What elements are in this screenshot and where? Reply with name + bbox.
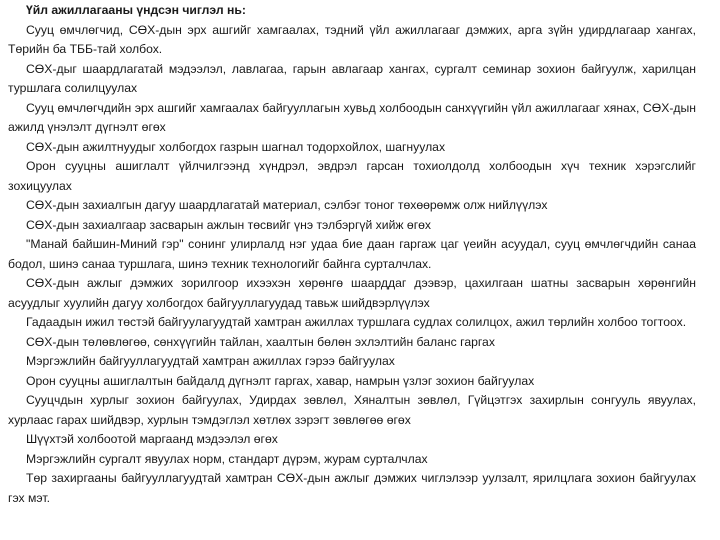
paragraph-6: СӨХ-дын захиалгын дагуу шаардлагатай материал, сэлбэг тоног төхөөрөмж олж нийлүүлэх: [26, 198, 548, 212]
document-page: [8, 1, 696, 508]
paragraph-15: Шүүхтэй холбоотой маргаанд мэдээлэл өгөх: [26, 432, 278, 446]
paragraph-14: Сууцчдын хурлыг зохион байгуулах, Удирдах зөвлөл, Хяналтын зөвлөл, Гүйцэтгэх захирлын сонгууль явуулах, хурлаас гарах шийдвэр, хурлын тэмдэглэл хөтлөх зэрэгт зөвлөгөө өгөх: [8, 393, 696, 427]
paragraph-11: СӨХ-дын төлөвлөгөө, сөнхүүгийн тайлан, хаалтын бөлөн эхлэлтийн баланс гаргах: [26, 334, 495, 349]
paragraph-12: Мэргэжлийн байгууллагуудтай хамтран ажиллах гэрээ байгуулах: [26, 354, 395, 368]
paragraph-2: СӨХ-дыг шаардлагатай мэдээлэл, лавлагаа, гарын авлагаар хангах, сургалт семинар зохион байгуулж, харилцан туршлага солилцуулах: [8, 61, 696, 95]
paragraph-5: Орон сууцны ашиглалт үйлчилгээнд хүндрэл, эвдрэл гарсан тохиолдолд холбоодын хүч техник хэрэгслийг зохицуулах: [8, 159, 696, 193]
paragraph-7: СӨХ-дын захиалгаар засварын ажлын төсвийг үнэ тэлбэргүй хийж өгөх: [26, 217, 432, 232]
paragraph-13: Орон сууцны ашиглалтын байдалд дүгнэлт гаргах, хавар, намрын үзлэг зохион байгуулах: [26, 373, 535, 388]
section-heading: Үйл ажиллагааны үндсэн чиглэл нь:: [26, 3, 246, 17]
paragraph-4: СӨХ-дын ажилтнуудыг холбогдох газрын шагнал тодорхойлох, шагнуулах: [26, 139, 446, 154]
paragraph-17: Төр захиргааны байгууллагуудтай хамтран СӨХ-дын ажлыг дэмжих чиглэлээр уулзалт, ярилцлага зохион байгуулах гэх мэт.: [8, 471, 696, 505]
paragraph-9: СӨХ-дын ажлыг дэмжих зорилгоор ихээхэн хөрөнгө шаарддаг дээвэр, цахилгаан шатны засварын хөрөнгийн асуудлыг хуулийн дагуу холбогдох байгууллагуудад тавьж шийдвэрлүүлэх: [8, 276, 696, 310]
paragraph-16: Мэргэжлийн сургалт явуулах норм, стандарт дүрэм, журам сурталчлах: [26, 451, 428, 466]
paragraph-1: Сууц өмчлөгчид, СӨХ-дын эрх ашгийг хамгаалах, тэдний үйл ажиллагааг дэмжих, арга зүйн удирдлагаар хангах, Төрийн ба ТББ-тай холбох.: [8, 22, 696, 56]
paragraph-8: "Манай байшин-Миний гэр" сонинг улирлалд нэг удаа бие даан гаргаж цаг үеийн асуудал, сууц өмчлөгчдийн санаа бодол, шинэ санаа туршлага, шинэ техник технологийг байнга сурталчлах.: [8, 237, 696, 271]
paragraph-10: Гадаадын ижил төстэй байгуулагуудтай хамтран ажиллах туршлага судлах солилцох, ажил төрлийн холбоо тогтоох.: [26, 315, 687, 329]
paragraph-3: Сууц өмчлөгчдийн эрх ашгийг хамгаалах байгууллагын хувьд холбоодын санхүүгийн үйл ажиллагааг хянах, СӨХ-дын ажилд үнэлэлт дүгнэлт өгөх: [8, 100, 696, 134]
